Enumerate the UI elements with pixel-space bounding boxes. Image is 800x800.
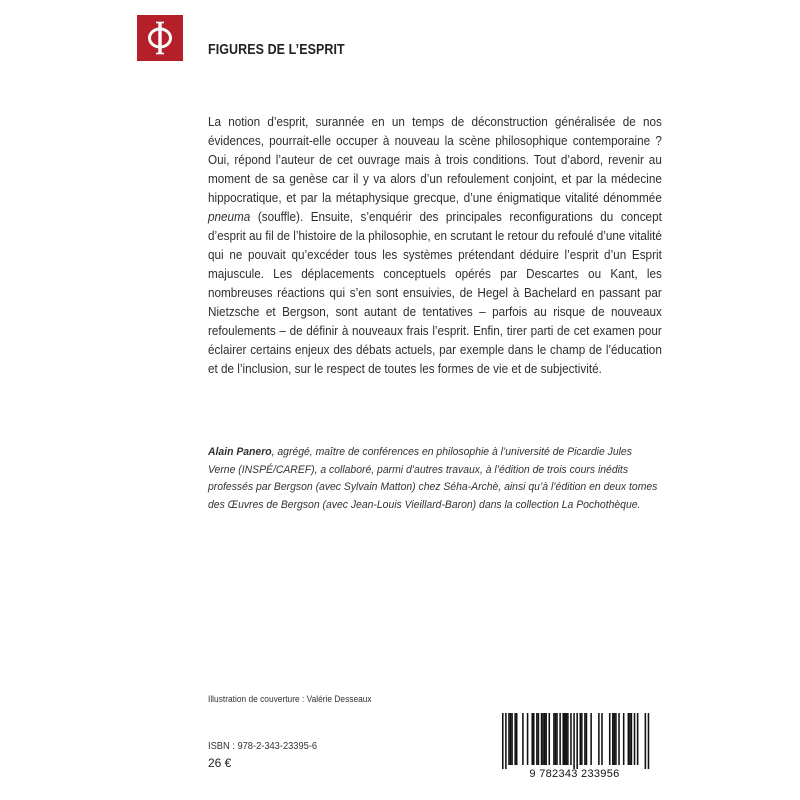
barcode-bar xyxy=(510,713,512,765)
barcode-bar xyxy=(581,713,583,765)
phi-logo-icon xyxy=(143,20,177,56)
barcode-bar xyxy=(623,713,625,765)
isbn-number: ISBN : 978-2-343-23395-6 xyxy=(208,741,318,752)
barcode-bar xyxy=(527,713,529,765)
barcode-bar xyxy=(648,713,650,769)
illustration-credit: Illustration de couverture : Valérie Desseaux xyxy=(208,694,372,704)
barcode-bar xyxy=(576,713,578,769)
barcode-bar xyxy=(544,713,546,765)
price-label: 26 € xyxy=(208,756,232,770)
barcode-bar xyxy=(567,713,569,765)
barcode-bar xyxy=(553,713,555,765)
barcode-bars xyxy=(488,713,661,769)
barcode-bar xyxy=(536,713,538,765)
barcode-bar xyxy=(541,713,543,765)
barcode-bar xyxy=(516,713,518,765)
back-cover-blurb xyxy=(208,113,662,379)
barcode-bar xyxy=(590,713,592,765)
barcode-bar xyxy=(559,713,561,765)
barcode-bar xyxy=(614,713,616,765)
barcode-bar xyxy=(511,713,513,765)
barcode-bar xyxy=(533,713,535,765)
barcode-bar xyxy=(573,713,575,769)
barcode-bar xyxy=(538,713,540,765)
barcode-bar xyxy=(631,713,633,765)
barcode-bar xyxy=(615,713,617,765)
barcode-bar xyxy=(502,713,504,769)
barcode-bar xyxy=(531,713,533,765)
barcode-bar xyxy=(601,713,603,765)
barcode-bar xyxy=(542,713,544,765)
series-title: FIGURES DE L’ESPRIT xyxy=(208,42,345,58)
barcode-bar xyxy=(634,713,636,765)
author-name: Alain Panero xyxy=(208,446,272,458)
barcode-bar xyxy=(629,713,631,765)
barcode-digits: 9 782343 233956 xyxy=(529,768,620,780)
barcode-bar xyxy=(564,713,566,765)
barcode-bar xyxy=(508,713,510,765)
barcode-bar xyxy=(556,713,558,765)
barcode-bar xyxy=(555,713,557,765)
author-bio-text: , agrégé, maître de conférences en philosophie à l’université de Picardie Jules Verne (INSPÉ/CAREF), a collaboré, parmi d’autres travaux, à l’édition de trois cours inédits professés par Bergson (avec Sylvain Matton) chez Séha-Archè, ainsi qu’à l’édition en deux tomes des Œuvres de Bergson (avec Jean-Louis Vieillard-Baron) dans la collection La Pochothèque. xyxy=(208,446,658,511)
barcode-bar xyxy=(545,713,547,765)
barcode-bar xyxy=(584,713,586,765)
blurb-text-part1: La notion d’esprit, surannée en un temps de déconstruction généralisée de nos évidences, pourrait-elle occuper à nouveau la scène philosophique contemporaine ? Oui, répond l’auteur de cet ouvrage mais à trois conditions. Tout d’abord, revenir au moment de sa genèse car il y va alors d’un refoulement conjoint, et par la médecine hippocratique, et par la métaphysique grecque, d’une énigmatique vitalité dénommée xyxy=(208,115,662,205)
barcode-bar xyxy=(598,713,600,765)
barcode-bar xyxy=(522,713,524,765)
barcode-bar xyxy=(586,713,588,765)
barcode-bar xyxy=(570,713,572,765)
barcode-bar xyxy=(505,713,507,769)
publisher-logo xyxy=(137,15,183,61)
barcode-bar xyxy=(609,713,611,765)
barcode-bar xyxy=(514,713,516,765)
barcode-bar xyxy=(628,713,630,765)
barcode-bar xyxy=(580,713,582,765)
barcode-bar xyxy=(637,713,639,765)
barcode-bar xyxy=(618,713,620,765)
barcode-bar xyxy=(549,713,551,765)
barcode-bar xyxy=(566,713,568,765)
barcode-bar xyxy=(612,713,614,765)
barcode-bar xyxy=(645,713,647,769)
barcode-bar xyxy=(562,713,564,765)
blurb-italic-term: pneuma xyxy=(208,210,251,224)
blurb-text-part2: (souffle). Ensuite, s’enquérir des principales reconfigurations du concept d’esprit au fil de l’histoire de la philosophie, en scrutant le retour du refoulé d’une vitalité qui ne pouvait qu’excéder tous les systèmes prétendant déduire l’esprit d’un Esprit majuscule. Les déplacements conceptuels opérés par Descartes ou Kant, les nombreuses réactions qui s’en sont ensuivies, de Hegel à Bachelard en passant par Nietzsche et Bergson, sont autant de tentatives – parfois au risque de nouveaux refoulements – de définir à nouveaux frais l’esprit. Enfin, tirer parti de cet examen pour éclairer certains enjeux des débats actuels, par exemple dans le champ de l’éducation et de l’inclusion, sur le respect de toutes les formes de vie et de subjectivité. xyxy=(208,210,662,376)
author-bio xyxy=(208,444,662,514)
